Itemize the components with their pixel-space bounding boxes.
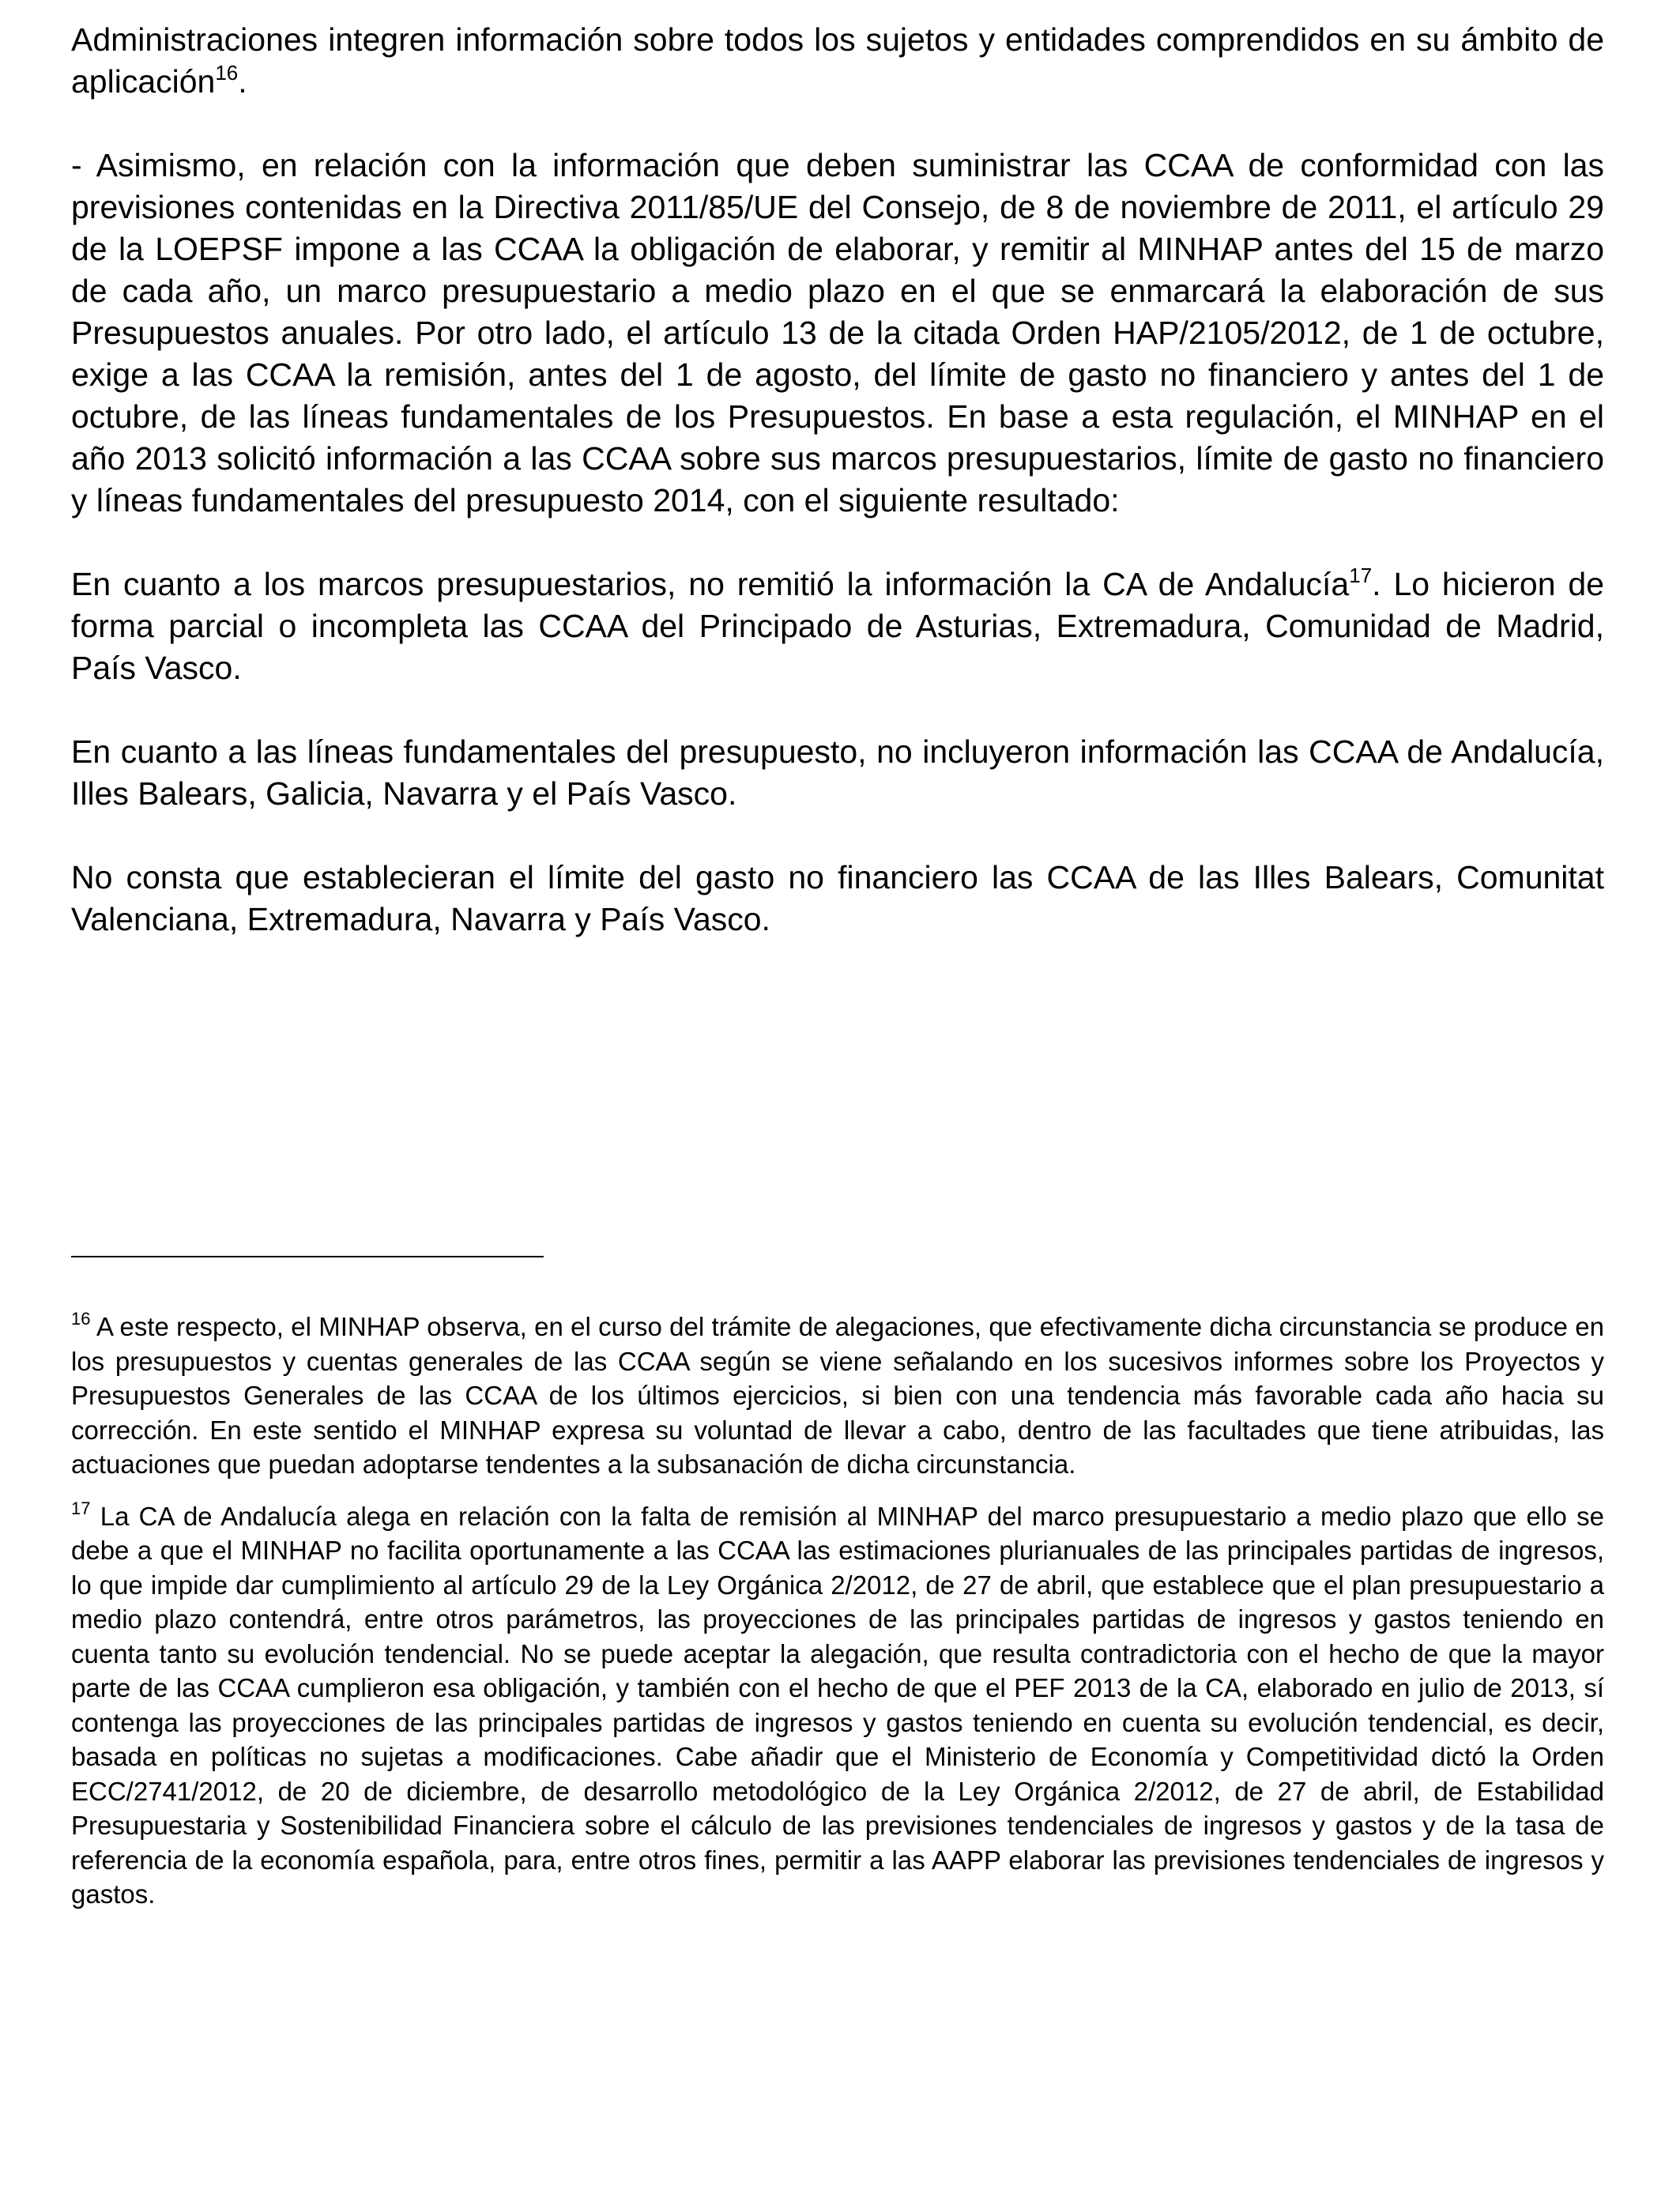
paragraph-2 xyxy=(71,145,1604,522)
paragraph-2-text: - Asimismo, en relación con la información que deben suministrar las CCAA de conformidad con las previsiones contenidas en la Directiva 2011/85/UE del Consejo, de 8 de noviembre de 2011, el artículo 29 de la LOEPSF impone a las CCAA la obligación de elaborar, y remitir al MINHAP antes del 15 de marzo de cada año, un marco presupuestario a medio plazo en el que se enmarcará la elaboración de sus Presupuestos anuales. Por otro lado, el artículo 13 de la citada Orden HAP/2105/2012, de 1 de octubre, exige a las CCAA la remisión, antes del 1 de agosto, del límite de gasto no financiero y antes del 1 de octubre, de las líneas fundamentales de los Presupuestos. En base a esta regulación, el MINHAP en el año 2013 solicitó información a las CCAA sobre sus marcos presupuestarios, límite de gasto no financiero y líneas fundamentales del presupuesto 2014, con el siguiente resultado: xyxy=(71,147,1604,518)
paragraph-4 xyxy=(71,731,1604,815)
footnote-17-number: 17 xyxy=(71,1498,91,1518)
footnote-separator xyxy=(71,1256,544,1257)
footnote-17-text: La CA de Andalucía alega en relación con la falta de remisión al MINHAP del marco presupuestario a medio plazo que ello se debe a que el MINHAP no facilita oportunamente a las CCAA las estimaciones plurianuales de las principales partidas de ingresos, lo que impide dar cumplimiento al artículo 29 de la Ley Orgánica 2/2012, de 27 de abril, que establece que el plan presupuestario a medio plazo contendrá, entre otros parámetros, las proyecciones de las principales partidas de ingresos y gastos teniendo en cuenta tanto su evolución tendencial. No se puede aceptar la alegación, que resulta contradictoria con el hecho de que la mayor parte de las CCAA cumplieron esa obligación, y también con el hecho de que el PEF 2013 de la CA, elaborado en julio de 2013, sí contenga las proyecciones de las principales partidas de ingresos y gastos teniendo en cuenta su evolución tendencial, es decir, basada en políticas no sujetas a modificaciones. Cabe añadir que el Ministerio de Economía y Competitividad dictó la Orden ECC/2741/2012, de 20 de diciembre, de desarrollo metodológico de la Ley Orgánica 2/2012, de 27 de abril, de Estabilidad Presupuestaria y Sostenibilidad Financiera sobre el cálculo de las previsiones tendenciales de ingresos y gastos y de la tasa de referencia de la economía española, para, entre otros fines, permitir a las AAPP elaborar las previsiones tendenciales de ingresos y gastos. xyxy=(71,1501,1604,1909)
paragraph-1 xyxy=(71,19,1604,103)
footnote-16-number: 16 xyxy=(71,1309,91,1329)
paragraph-4-text: En cuanto a las líneas fundamentales del presupuesto, no incluyeron información las CCAA de Andalucía, Illes Balears, Galicia, Navarra y el País Vasco. xyxy=(71,733,1604,812)
footnotes xyxy=(71,1310,1604,1929)
paragraph-1-text: Administraciones integren información sobre todos los sujetos y entidades comprendidos en su ámbito de aplicación xyxy=(71,21,1604,100)
paragraph-3-text: En cuanto a los marcos presupuestarios, no remitió la información la CA de Andalucía xyxy=(71,566,1350,602)
footnote-16-text: A este respecto, el MINHAP observa, en el curso del trámite de alegaciones, que efectivamente dicha circunstancia se produce en los presupuestos y cuentas generales de las CCAA según se viene señalando en los sucesivos informes sobre los Proyectos y Presupuestos Generales de las CCAA de los últimos ejercicios, si bien con una tendencia más favorable cada año hacia su corrección. En este sentido el MINHAP expresa su voluntad de llevar a cabo, dentro de las facultades que tiene atribuidas, las actuaciones que puedan adoptarse tendentes a la subsanación de dicha circunstancia. xyxy=(71,1312,1604,1479)
footnote-ref-17[interactable]: 17 xyxy=(1349,564,1373,587)
paragraph-1-tail: . xyxy=(238,63,247,100)
paragraph-3 xyxy=(71,564,1604,689)
paragraph-3-tail: . Lo hicieron de forma parcial o incompleta las CCAA del Principado de Asturias, Extremadura, Comunidad de Madrid, País Vasco. xyxy=(71,566,1605,686)
footnote-ref-16[interactable]: 16 xyxy=(215,61,239,85)
footnote-17 xyxy=(71,1499,1604,1912)
paragraph-5 xyxy=(71,857,1604,941)
body-text xyxy=(71,19,1604,941)
footnote-16 xyxy=(71,1310,1604,1482)
paragraph-5-text: No consta que establecieran el límite del gasto no financiero las CCAA de las Illes Balears, Comunitat Valenciana, Extremadura, Navarra y País Vasco. xyxy=(71,859,1604,937)
